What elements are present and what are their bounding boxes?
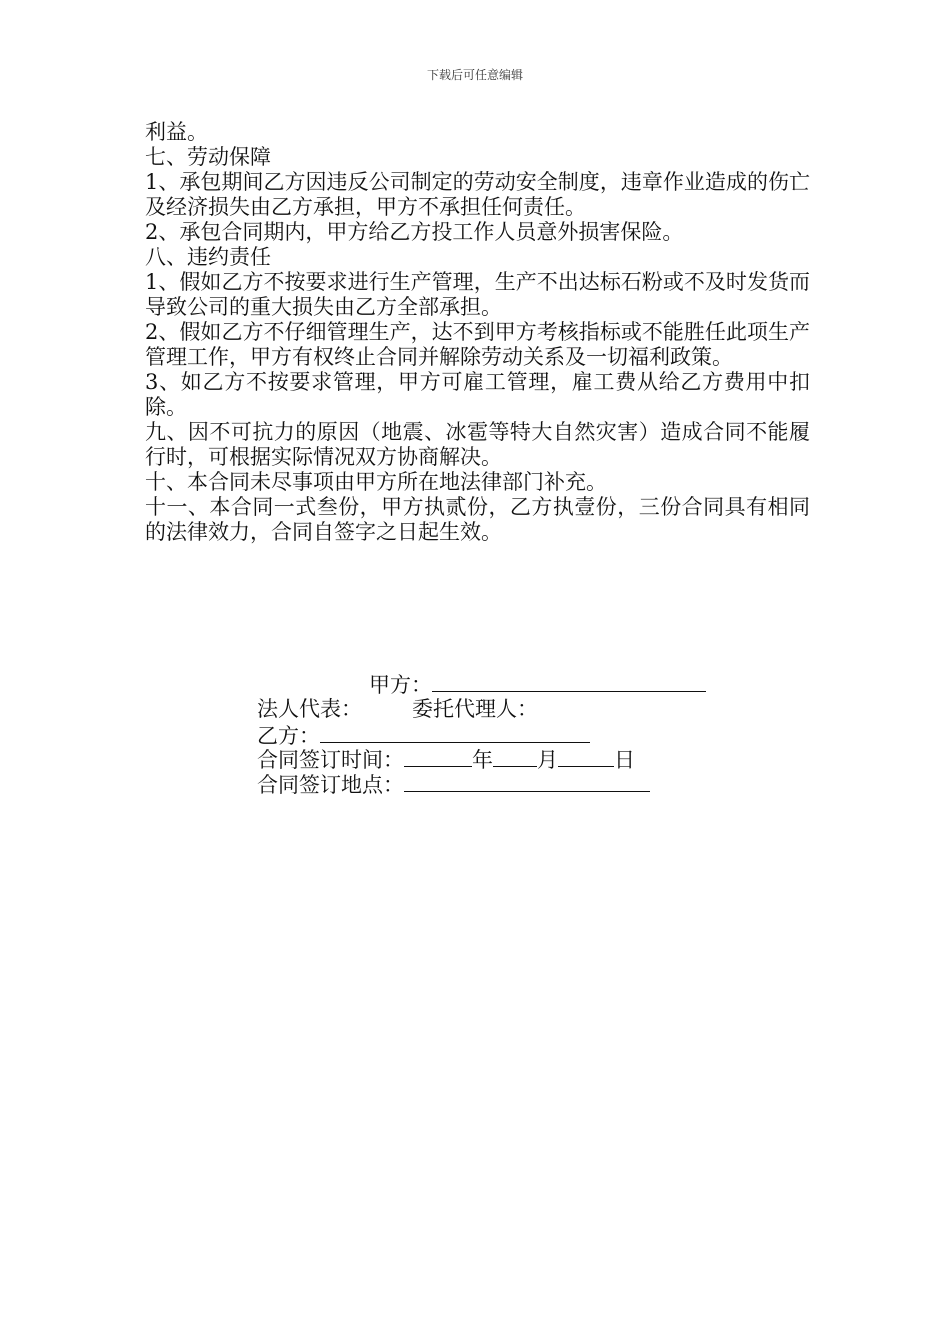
legal-rep-label: 法人代表：: [257, 697, 362, 721]
party-b-label: 乙方：: [257, 724, 320, 748]
sign-place-blank: [404, 771, 650, 792]
section-heading: 七、劳动保障: [145, 145, 271, 169]
month-label: 月: [537, 748, 558, 772]
day-blank: [558, 746, 614, 767]
paragraph: 2、假如乙方不仔细管理生产，达不到甲方考核指标或不能胜任此项生产管理工作，甲方有权终止合同并解除劳动关系及一切福利政策。: [145, 320, 810, 369]
sign-time-line: [257, 746, 635, 773]
sign-place-line: [257, 771, 650, 798]
year-label: 年: [472, 748, 493, 772]
section-heading: 八、违约责任: [145, 245, 271, 269]
month-blank: [493, 746, 537, 767]
contract-body: [145, 120, 810, 545]
sign-time-label: 合同签订时间：: [257, 748, 404, 772]
header-note: 下载后可任意编辑: [426, 68, 523, 82]
paragraph: 九、因不可抗力的原因（地震、冰雹等特大自然灾害）造成合同不能履行时，可根据实际情况双方协商解决。: [145, 420, 810, 469]
party-b-line: [257, 722, 590, 749]
party-a-line: [369, 671, 706, 698]
paragraph: 3、如乙方不按要求管理，甲方可雇工管理，雇工费从给乙方费用中扣除。: [145, 370, 810, 419]
paragraph: 十一、本合同一式叁份，甲方执贰份，乙方执壹份，三份合同具有相同的法律效力，合同自签字之日起生效。: [145, 495, 810, 544]
representative-line: [257, 697, 538, 722]
party-a-blank: [432, 671, 706, 692]
day-label: 日: [614, 748, 635, 772]
party-a-label: 甲方：: [369, 673, 432, 697]
party-b-blank: [320, 722, 590, 743]
paragraph: 1、假如乙方不按要求进行生产管理，生产不出达标石粉或不及时发货而导致公司的重大损失由乙方全部承担。: [145, 270, 810, 319]
paragraph: 十、本合同未尽事项由甲方所在地法律部门补充。: [145, 470, 607, 494]
year-blank: [404, 746, 472, 767]
paragraph: 利益。: [145, 120, 208, 144]
agent-label: 委托代理人：: [412, 697, 538, 721]
paragraph: 1、承包期间乙方因违反公司制定的劳动安全制度，违章作业造成的伤亡及经济损失由乙方承担，甲方不承担任何责任。: [145, 170, 810, 219]
paragraph: 2、承包合同期内，甲方给乙方投工作人员意外损害保险。: [145, 220, 684, 244]
sign-place-label: 合同签订地点：: [257, 773, 404, 797]
